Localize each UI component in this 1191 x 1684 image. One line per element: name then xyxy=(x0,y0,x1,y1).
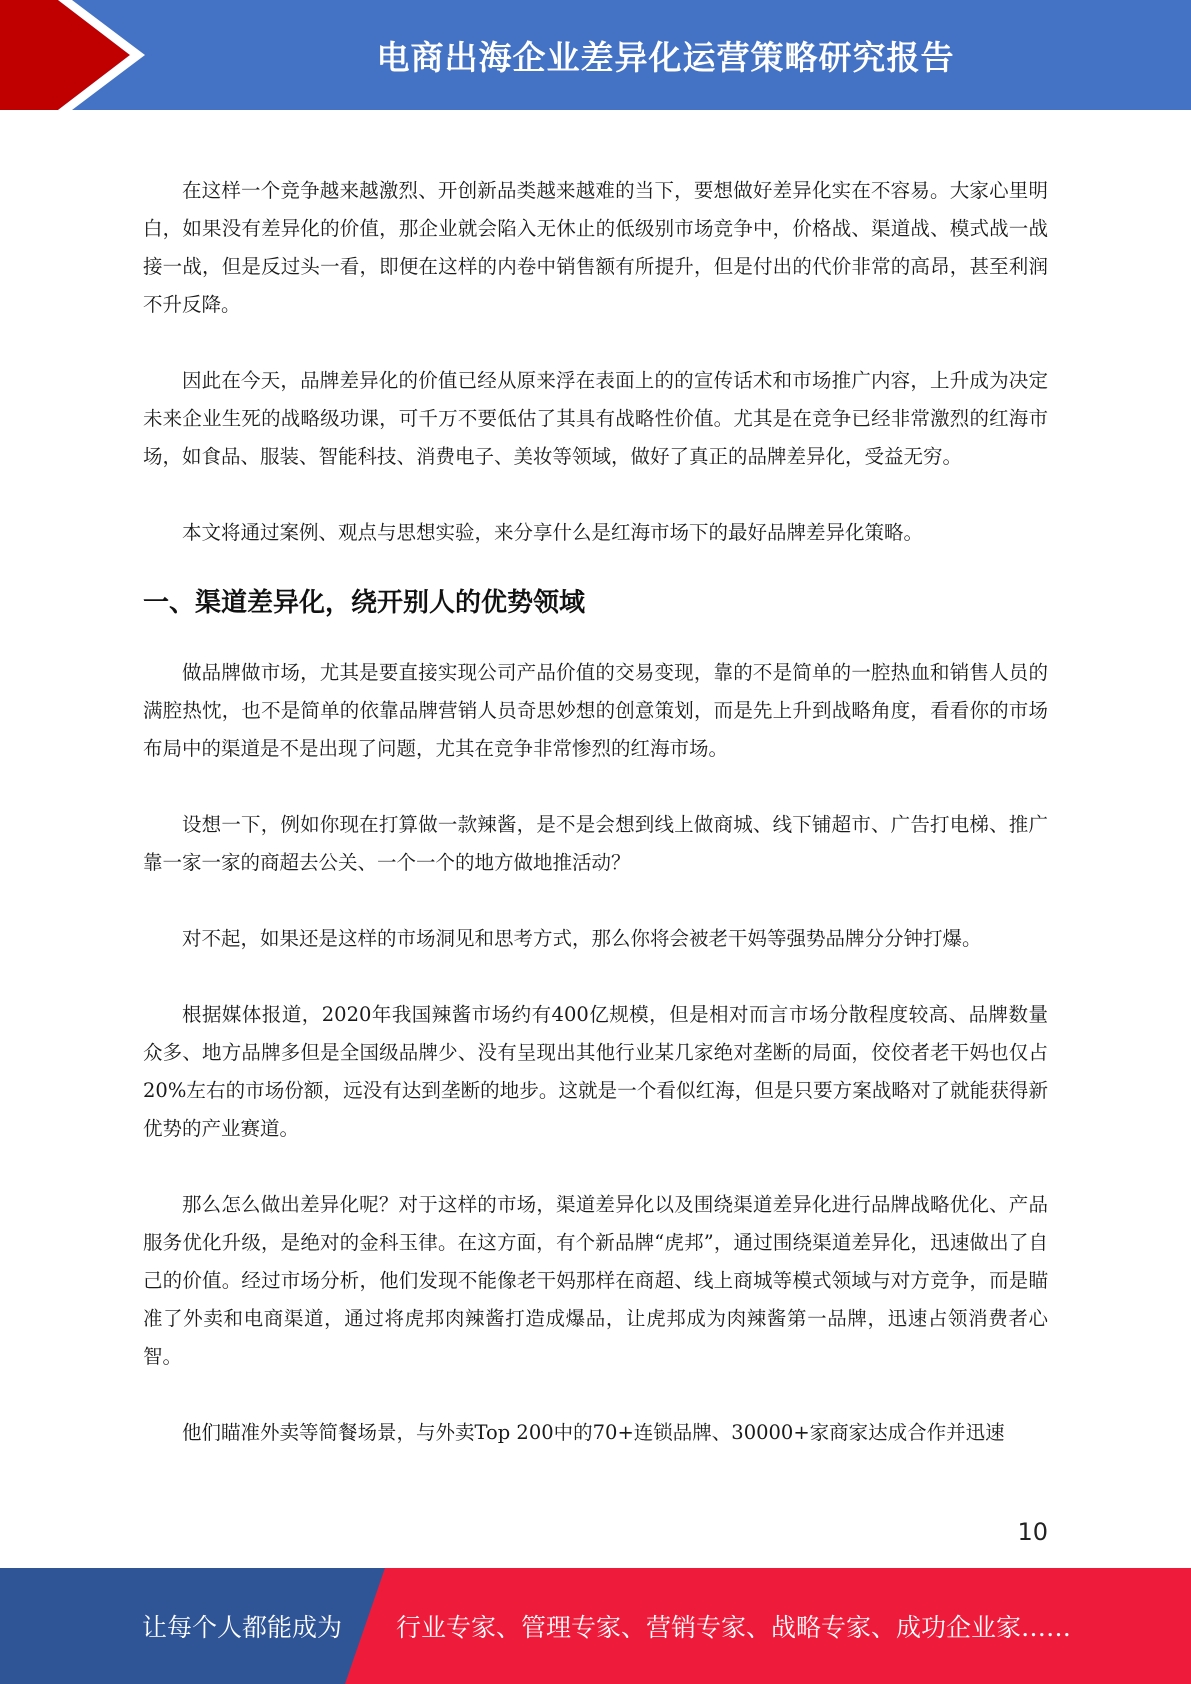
paragraph: 做品牌做市场，尤其是要直接实现公司产品价值的交易变现，靠的不是简单的一腔热血和销售人员的满腔热忱，也不是简单的依靠品牌营销人员奇思妙想的创意策划，而是先上升到战略角度，看看你的市场布局中的渠道是不是出现了问题，尤其在竞争非常惨烈的红海市场。 xyxy=(143,661,1048,760)
page-body xyxy=(143,172,1048,1452)
paragraph: 根据媒体报道，2020年我国辣酱市场约有400亿规模，但是相对而言市场分散程度较高、品牌数量众多、地方品牌多但是全国级品牌少、没有呈现出其他行业某几家绝对垄断的局面，佼佼者老干妈也仅占20%左右的市场份额，远没有达到垄断的地步。这就是一个看似红海，但是只要方案战略对了就能获得新优势的产业赛道。 xyxy=(143,1003,1048,1140)
red-chevron-decoration xyxy=(0,0,150,110)
page-footer xyxy=(0,1568,1191,1684)
paragraph: 因此在今天，品牌差异化的价值已经从原来浮在表面上的的宣传话术和市场推广内容，上升成为决定未来企业生死的战略级功课，可千万不要低估了其具有战略性价值。尤其是在竞争已经非常激烈的红海市场，如食品、服装、智能科技、消费电子、美妆等领域，做好了真正的品牌差异化，受益无穷。 xyxy=(143,369,1048,468)
footer-slogan-right: 行业专家、管理专家、营销专家、战略专家、成功企业家…… xyxy=(396,1613,1072,1642)
page-number: 10 xyxy=(1017,1518,1048,1546)
paragraph: 设想一下，例如你现在打算做一款辣酱，是不是会想到线上做商城、线下铺超市、广告打电梯、推广靠一家一家的商超去公关、一个一个的地方做地推活动？ xyxy=(143,813,1048,874)
page-header xyxy=(0,0,1191,110)
section-heading: 一、渠道差异化，绕开别人的优势领域 xyxy=(143,588,586,618)
paragraph: 在这样一个竞争越来越激烈、开创新品类越来越难的当下，要想做好差异化实在不容易。大家心里明白，如果没有差异化的价值，那企业就会陷入无休止的低级别市场竞争中，价格战、渠道战、模式战一战接一战，但是反过头一看，即便在这样的内卷中销售额有所提升，但是付出的代价非常的高昂，甚至利润不升反降。 xyxy=(143,179,1048,316)
paragraph: 那么怎么做出差异化呢？对于这样的市场，渠道差异化以及围绕渠道差异化进行品牌战略优化、产品服务优化升级，是绝对的金科玉律。在这方面，有个新品牌“虎邦”，通过围绕渠道差异化，迅速做出了自己的价值。经过市场分析，他们发现不能像老干妈那样在商超、线上商城等模式领域与对方竞争，而是瞄准了外卖和电商渠道，通过将虎邦肉辣酱打造成爆品，让虎邦成为肉辣酱第一品牌，迅速占领消费者心智。 xyxy=(143,1193,1048,1368)
report-title: 电商出海企业差异化运营策略研究报告 xyxy=(376,37,955,77)
paragraph: 他们瞄准外卖等简餐场景，与外卖Top 200中的70+连锁品牌、30000+家商家达成合作并迅速 xyxy=(182,1421,1005,1444)
footer-slogan-left: 让每个人都能成为 xyxy=(142,1613,343,1642)
paragraph: 对不起，如果还是这样的市场洞见和思考方式，那么你将会被老干妈等强势品牌分分钟打爆。 xyxy=(182,927,982,950)
paragraph: 本文将通过案例、观点与思想实验，来分享什么是红海市场下的最好品牌差异化策略。 xyxy=(182,521,924,544)
